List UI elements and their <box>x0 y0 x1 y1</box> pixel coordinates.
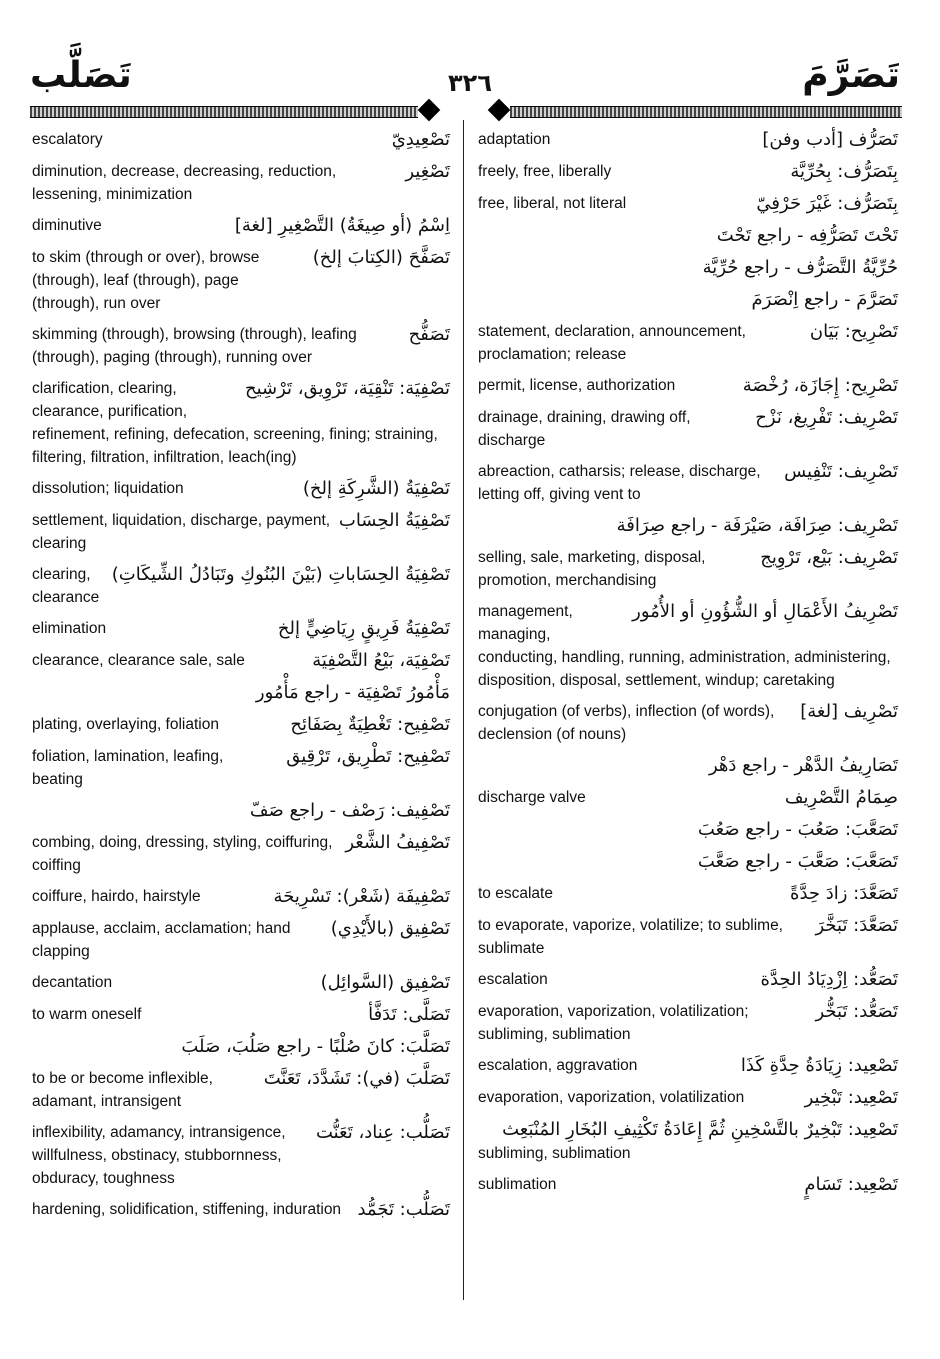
entry-english-definition: plating, overlaying, foliation <box>32 716 219 733</box>
entry-arabic-term: تَصْعِيد: تَبْخِير <box>804 1087 898 1108</box>
entry-arabic-term: صِمَامُ التَّصْرِيف <box>784 787 898 808</box>
dictionary-entry <box>32 323 450 369</box>
entry-english-definition: selling, sale, marketing, disposal, promotion, merchandising <box>478 549 706 589</box>
dictionary-entry <box>32 1067 450 1113</box>
entry-arabic-term: تَصْفِيَةُ (الشَّرِكَةِ إلخ) <box>302 478 450 499</box>
entry-english-definition: escalation <box>478 971 548 988</box>
entry-arabic-term: تَصْرِيف [لغة] <box>800 701 898 722</box>
dictionary-entry <box>32 799 450 823</box>
entry-arabic-term: تَصْفِيق (بالأَيْدِي) <box>330 918 450 939</box>
dictionary-entry <box>478 192 898 216</box>
entry-english-definition: clarification, clearing, clearance, purification, refinement, refining, defecation, screening, fining; straining, filtering, filtration, infiltration, leach(ing) <box>32 380 438 466</box>
dictionary-entry <box>32 1035 450 1059</box>
dictionary-entry <box>478 128 898 152</box>
entry-english-definition: foliation, lamination, leafing, beating <box>32 748 224 788</box>
dictionary-entry <box>478 224 898 248</box>
dictionary-entry <box>478 160 898 184</box>
entry-arabic-term: تَصْعِيد: تَبْخِيرٌ بالتَّسْخِينِ ثُمَّ إِعَادَةُ تَكْثِيفِ البُخَارِ المُنْبَعِث <box>502 1119 898 1140</box>
entry-english-definition: to escalate <box>478 885 553 902</box>
entry-english-definition: conjugation (of verbs), inflection (of words), declension (of nouns) <box>478 703 775 743</box>
dictionary-entry <box>32 713 450 737</box>
entry-arabic-term: تَصَعَّبَ: صَعَّبَ - راجع صَعَّبَ <box>697 851 898 872</box>
entry-arabic-term: بِتَصَرُّف: غَيْرَ حَرْفِيّ <box>756 193 898 214</box>
entry-arabic-term: تَصْرِيح: إِجَازَة، رُخْصَة <box>742 375 898 396</box>
entry-arabic-term: تَصَلُّب: عِناد، تَعَنُّت <box>315 1122 450 1143</box>
left-column <box>32 128 450 1230</box>
entry-english-definition: dissolution; liquidation <box>32 480 184 497</box>
dictionary-entry <box>32 971 450 995</box>
dictionary-entry <box>32 128 450 152</box>
right-column <box>478 128 898 1205</box>
entry-english-definition: inflexibility, adamancy, intransigence, willfulness, obstinacy, stubbornness, obduracy, toughness <box>32 1124 286 1187</box>
entry-arabic-term: تَصَعُّد: تَبَخُّر <box>815 1001 898 1022</box>
entry-english-definition: combing, doing, dressing, styling, coiffuring, coiffing <box>32 834 333 874</box>
entry-english-definition: drainage, draining, drawing off, discharge <box>478 409 691 449</box>
entry-english-definition: to evaporate, vaporize, volatilize; to sublime, sublimate <box>478 917 783 957</box>
entry-arabic-term: تَصَعَّبَ: صَعُبَ - راجع صَعُبَ <box>697 819 898 840</box>
dictionary-entry <box>478 256 898 280</box>
entry-english-definition: diminutive <box>32 217 102 234</box>
entry-arabic-term: بِتَصَرُّف: بِحُرِّيَّة <box>790 161 898 182</box>
dictionary-entry <box>478 1000 898 1046</box>
entry-english-definition: freely, free, liberally <box>478 163 612 180</box>
entry-english-definition: free, liberal, not literal <box>478 195 627 212</box>
entry-arabic-term: تَصَعَّدَ: زادَ حِدَّةً <box>790 883 898 904</box>
dictionary-entry <box>32 649 450 673</box>
header-rule-left <box>30 106 418 118</box>
dictionary-entry <box>478 700 898 746</box>
entry-arabic-term: تَصْفِيفُ الشَّعْر <box>345 832 450 853</box>
entry-english-definition: diminution, decrease, decreasing, reduction, lessening, minimization <box>32 163 337 203</box>
entry-arabic-term: تَصْعِيد: زِيَادَةُ حِدَّةِ كَذَا <box>740 1055 898 1076</box>
entry-arabic-term: تَصْرِيفُ الأَعْمَالِ أو الشُّؤُونِ أو الأُمُور <box>632 601 898 622</box>
entry-arabic-term: تَصْفِيَةُ فَرِيقٍ رِيَاضِيٍّ إلخ <box>277 618 450 639</box>
entry-arabic-term: تَصْفِيف: رَصْف - راجع صَفّ <box>249 800 450 821</box>
entry-arabic-term: تَصْفِيفَة (شَعْر): تَسْرِيحَة <box>273 886 450 907</box>
dictionary-entry <box>32 831 450 877</box>
dictionary-entry <box>32 214 450 238</box>
dictionary-entry <box>32 246 450 315</box>
entry-arabic-term: تَصَلُّب: تَجَمُّد <box>357 1199 450 1220</box>
entry-arabic-term: تَصَعَّدَ: تَبَخَّرَ <box>815 915 898 936</box>
entry-english-definition: hardening, solidification, stiffening, induration <box>32 1201 342 1218</box>
entry-arabic-term: اِسْمُ (أو صِيغَةُ) التَّصْغِيرِ [لغة] <box>234 215 450 236</box>
entry-english-definition: coiffure, hairdo, hairstyle <box>32 888 201 905</box>
entry-english-definition: decantation <box>32 974 113 991</box>
entry-english-definition: escalation, aggravation <box>478 1057 638 1074</box>
dictionary-entry <box>478 288 898 312</box>
dictionary-entry <box>478 914 898 960</box>
entry-arabic-term: مَأْمُورُ تَصْفِيَة - راجع مَأْمُور <box>255 682 450 703</box>
dictionary-entry <box>32 1003 450 1027</box>
dictionary-entry <box>478 374 898 398</box>
dictionary-entry <box>32 160 450 206</box>
page-header <box>0 55 940 105</box>
dictionary-entry <box>478 1054 898 1078</box>
entry-arabic-term: تَصْفِيَة، بَيْعُ التَّصْفِيَة <box>312 650 450 671</box>
entry-english-definition: subliming, sublimation <box>478 1145 631 1162</box>
entry-arabic-term: تَصْرِيح: بَيَان <box>809 321 898 342</box>
dictionary-entry <box>478 406 898 452</box>
dictionary-entry <box>32 509 450 555</box>
dictionary-entry <box>32 377 450 469</box>
entry-english-definition: clearance, clearance sale, sale <box>32 652 245 669</box>
entry-arabic-term: تَصَلَّبَ (في): تَشَدَّدَ، تَعَنَّتَ <box>263 1068 450 1089</box>
entry-arabic-term: تَصْرِيف: تَنْفِيس <box>784 461 898 482</box>
dictionary-entry <box>32 681 450 705</box>
entry-english-definition: statement, declaration, announcement, proclamation; release <box>478 323 746 363</box>
dictionary-entry <box>478 514 898 538</box>
entry-english-definition: to skim (through or over), browse (through), leaf (through), page (through), run over <box>32 249 260 312</box>
guide-word-right: تَصَرَّمَ <box>802 55 900 96</box>
dictionary-entry <box>478 850 898 874</box>
entry-arabic-term: تَصْعِيد: تَسَامٍ <box>804 1174 898 1195</box>
dictionary-entry <box>32 745 450 791</box>
dictionary-entry <box>32 477 450 501</box>
entry-english-definition: discharge valve <box>478 789 586 806</box>
dictionary-entry <box>32 885 450 909</box>
entry-arabic-term: تَصَلَّى: تَدَفَّأ <box>368 1004 450 1025</box>
entry-arabic-term: تَصَفُّح <box>408 324 450 345</box>
entry-arabic-term: تَصْرِيف: بَيْع، تَرْوِيج <box>760 547 898 568</box>
entry-arabic-term: تَصْفِيَة: تَنْقِيَة، تَرْوِيق، تَرْشِيح <box>244 378 450 399</box>
entry-english-definition: evaporation, vaporization, volatilization; subliming, sublimation <box>478 1003 749 1043</box>
dictionary-entry <box>32 617 450 641</box>
dictionary-entry <box>478 1173 898 1197</box>
dictionary-entry <box>478 786 898 810</box>
entry-arabic-term: تَصَرُّف [أدب وفن] <box>762 129 898 150</box>
header-rule-right <box>510 106 902 118</box>
entry-arabic-term: تَصَرَّمَ - راجع اِنْصَرَمَ <box>751 289 898 310</box>
dictionary-entry <box>478 1118 898 1165</box>
entry-arabic-term: تَصْفِيح: تَطْرِيق، تَرْقِيق <box>286 746 450 767</box>
entry-english-definition: to be or become inflexible, adamant, intransigent <box>32 1070 213 1110</box>
entry-arabic-term: تَصَعُّد: اِزْدِيَادُ الحِدَّة <box>760 969 898 990</box>
entry-english-definition: to warm oneself <box>32 1006 142 1023</box>
entry-arabic-term: تَصْفِيح: تَغْطِيَةٌ بِصَفَائِح <box>290 714 450 735</box>
entry-english-definition: applause, acclaim, acclamation; hand clapping <box>32 920 291 960</box>
entry-english-definition: permit, license, authorization <box>478 377 676 394</box>
entry-english-definition: adaptation <box>478 131 551 148</box>
entry-arabic-term: تَصْرِيف: صِرَافَة، صَيْرَفَة - راجع صِرَافَة <box>616 515 898 536</box>
entry-english-definition: skimming (through), browsing (through), leafing (through), paging (through), running over <box>32 326 357 366</box>
dictionary-entry <box>478 818 898 842</box>
column-divider <box>463 120 464 1300</box>
dictionary-entry <box>478 600 898 692</box>
entry-arabic-term: تَحْتَ تَصَرُّفِه - راجع تَحْتَ <box>716 225 898 246</box>
entry-arabic-term: تَصْعِيدِيّ <box>391 129 450 150</box>
entry-arabic-term: تَصَارِيفُ الدَّهْر - راجع دَهْر <box>708 755 898 776</box>
dictionary-entry <box>478 754 898 778</box>
entry-arabic-term: تَصْفِيَةُ الحِسَاباتِ (بَيْنَ البُنُوكِ وتَبَادُلُ الشِّيكَاتِ) <box>111 564 450 585</box>
entry-arabic-term: تَصْفِيق (السَّوائِل) <box>320 972 450 993</box>
entry-english-definition: clearing, clearance <box>32 566 100 606</box>
dictionary-entry <box>32 563 450 609</box>
entry-arabic-term: تَصْرِيف: تَفْرِيغ، نَزْح <box>755 407 898 428</box>
dictionary-entry <box>478 320 898 366</box>
entry-arabic-term: تَصْفِيَةُ الحِسَاب <box>338 510 450 531</box>
dictionary-entry <box>32 917 450 963</box>
dictionary-entry <box>32 1198 450 1222</box>
entry-english-definition: abreaction, catharsis; release, discharge, letting off, giving vent to <box>478 463 761 503</box>
dictionary-entry <box>32 1121 450 1190</box>
entry-arabic-term: تَصَلَّبَ: كانَ صُلْبًا - راجع صَلُبَ، صَلَبَ <box>181 1036 450 1057</box>
entry-arabic-term: تَصْغِير <box>405 161 450 182</box>
entry-english-definition: settlement, liquidation, discharge, payment, clearing <box>32 512 331 552</box>
entry-arabic-term: تَصَفَّحَ (الكِتابَ إلخ) <box>312 247 450 268</box>
entry-english-definition: sublimation <box>478 1176 557 1193</box>
page-number: ٣٢٦ <box>448 69 492 97</box>
dictionary-entry <box>478 1086 898 1110</box>
entry-english-definition: elimination <box>32 620 107 637</box>
dictionary-entry <box>478 882 898 906</box>
guide-word-left: تَصَلَّب <box>30 55 132 96</box>
dictionary-entry <box>478 460 898 506</box>
dictionary-entry <box>478 968 898 992</box>
entry-english-definition: management, managing, conducting, handling, running, administration, administering, disposition, disposal, settlement, windup; caretaking <box>478 603 891 689</box>
entry-english-definition: escalatory <box>32 131 103 148</box>
entry-arabic-term: حُرِّيَّةُ التَّصَرُّف - راجع حُرِّيَّة <box>702 257 898 278</box>
entry-english-definition: evaporation, vaporization, volatilization <box>478 1089 745 1106</box>
dictionary-entry <box>478 546 898 592</box>
